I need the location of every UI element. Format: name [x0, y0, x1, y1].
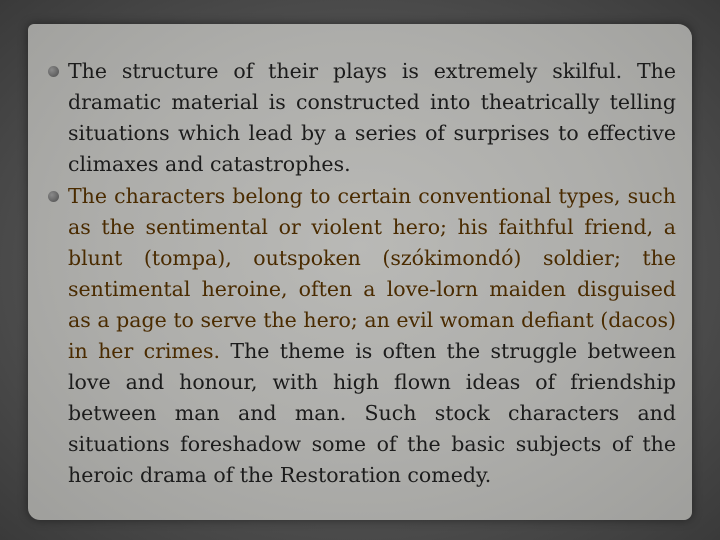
bullet-text-structure: The structure of their plays is extremely skilful. The dramatic material is constructed into theatrically telling situations which lead by a series of surprises to effective climaxes and catastrophes.: [68, 59, 676, 176]
bullet-list: [48, 56, 676, 491]
bullet-dot-icon: [48, 191, 59, 202]
bullet-item-characters: [48, 181, 676, 491]
bullet-text-characters-theme: The theme is often the struggle between love and honour, with high flown ideas of friendship between man and man. Such stock characters and situations foreshadow some of the basic subjects of the heroic drama of the Restoration comedy.: [68, 339, 676, 487]
bullet-dot-icon: [48, 66, 59, 77]
bullet-item-structure: [48, 56, 676, 180]
bullet-text-characters-types: The characters belong to certain conventional types, such as the sentimental or violent hero; his faithful friend, a blunt (tompa), outspoken (szókimondó) soldier; the sentimental heroine, often a love-lorn maiden disguised as a page to serve the hero; an evil woman defiant (dacos) in her crimes.: [68, 184, 676, 363]
